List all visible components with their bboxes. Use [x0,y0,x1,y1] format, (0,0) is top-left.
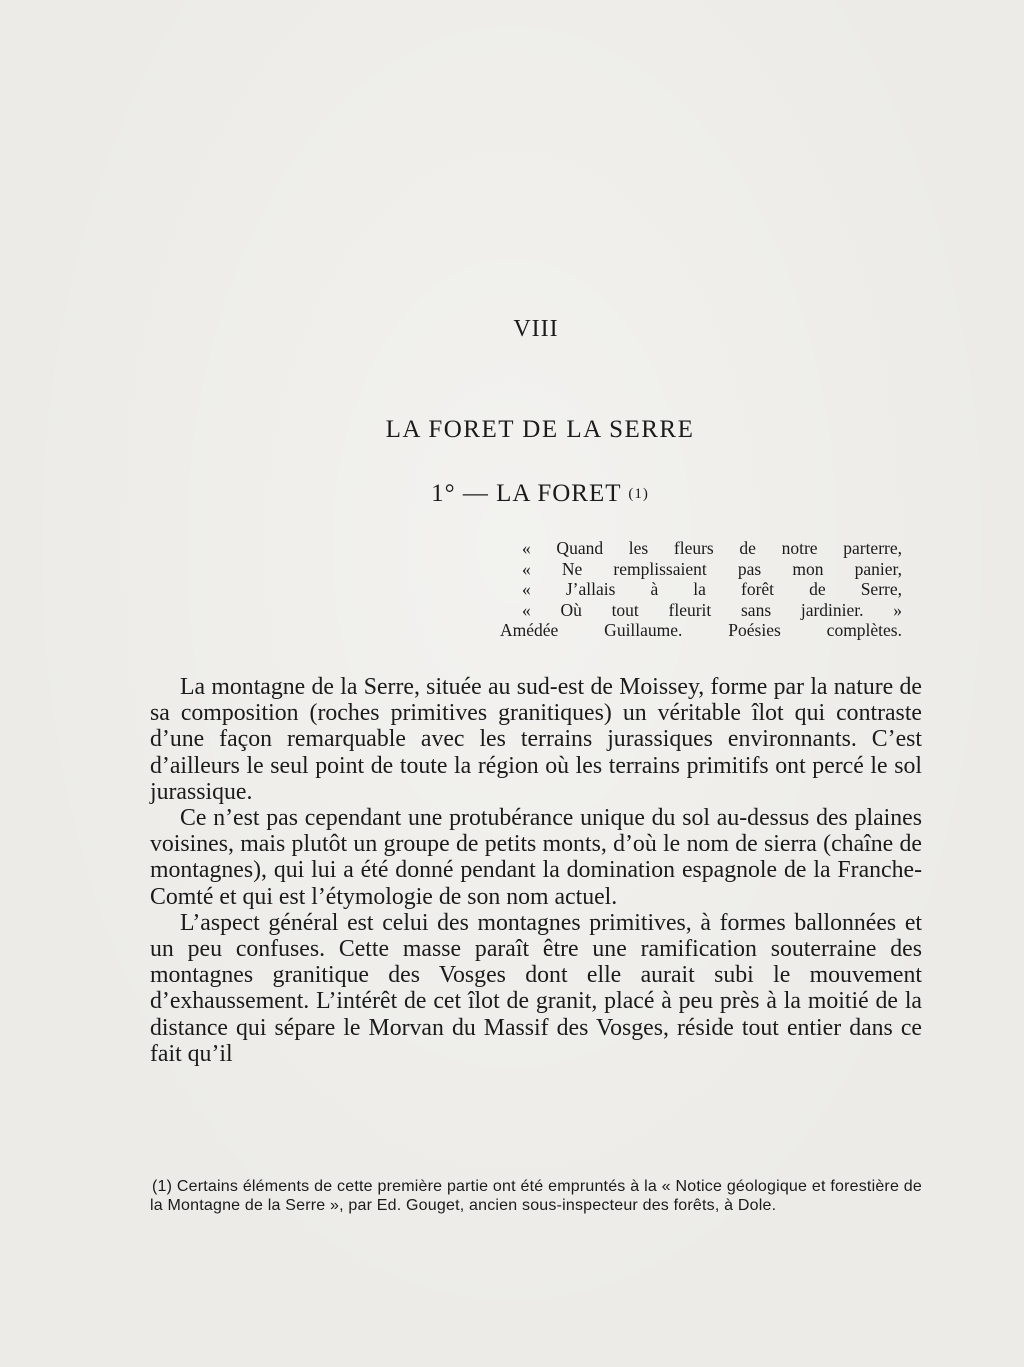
body-text [150,674,922,1067]
chapter-number: VIII [513,316,559,342]
footnote-text: (1) Certains éléments de cette première partie ont été empruntés à la « Notice géologique et forestière de la Montagne de la Serre », par Ed. Gouget, ancien sous-inspecteur des forêts, à Dole. [150,1178,922,1214]
epigraph-verse: « Où tout fleurit sans jardinier. » [522,599,902,620]
epigraph-verse: « J’allais à la forêt de Serre, [522,579,902,599]
epigraph-verse: « Quand les fleurs de notre parterre, [522,538,902,558]
body-paragraph: La montagne de la Serre, située au sud-est de Moissey, forme par la nature de sa composition (roches primitives granitiques) un véritable îlot qui contraste d’une façon remarquable avec les terrains jurassiques environnants. C’est d’ailleurs le seul point de toute la région où les terrains primitifs ont percé le sol jurassique. [150,674,922,805]
footnote-reference: (1) [628,486,649,502]
section-title [0,480,1024,508]
footnote [150,1177,922,1215]
body-paragraph: L’aspect général est celui des montagnes primitives, à formes ballonnées et un peu confuses. Cette masse paraît être une ramification souterraine des montagnes granitique des Vosges dont elle aurait subi le mouvement d’exhaussement. L’intérêt de cet îlot de granit, placé à peu près à la moitié de la distance qui sépare le Morvan du Massif des Vosges, réside tout entier dans ce fait qu’il [150,909,922,1067]
chapter-title: LA FORET DE LA SERRE [385,416,695,443]
body-paragraph: Ce n’est pas cependant une protubérance unique du sol au-dessus des plaines voisines, mais plutôt un groupe de petits monts, d’où le nom de sierra (chaîne de montagnes), qui lui a été donné pendant la domination espagnole de la Franche-Comté et qui est l’étymologie de son nom actuel. [150,805,922,910]
epigraph-verse: « Ne remplissaient pas mon panier, [522,558,902,579]
section-title-text: 1° — LA FORET [431,480,622,507]
epigraph [500,538,902,641]
epigraph-attribution: Amédée Guillaume. Poésies complètes. [500,620,902,640]
